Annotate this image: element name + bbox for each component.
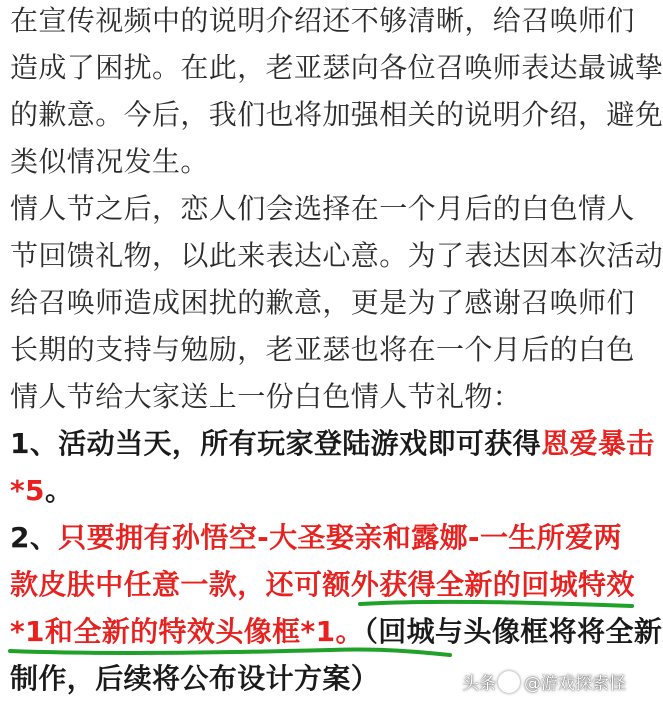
list-item-2-cont [10,612,662,652]
list-item-text: （回城与头像框将将全新 [363,615,663,648]
paragraph-line: 长期的支持与勉励，老亚瑟也将在一个月后的白色 [10,333,635,366]
highlight-text: 只要拥有孙悟空-大圣娶亲和露娜-一生所爱两 [58,521,622,554]
list-item-1 [10,424,655,464]
list-item-text: 2、 [10,521,59,554]
highlight-text: *5 [10,474,45,507]
paragraph-line: 情人节之后，恋人们会选择在一个月后的白色情人 [10,192,635,225]
paragraph-line: 节回馈礼物，以此来表达心意。为了表达因本次活动 [10,239,663,272]
watermark [462,669,626,694]
watermark-account: @游戏探索怪 [524,674,626,694]
list-item-text: 。 [44,474,74,507]
paragraph-line: 情人节给大家送上一份白色情人节礼物： [10,380,522,413]
paragraph-line: 在宣传视频中的说明介绍还不够清晰，给召唤师们 [10,4,635,37]
list-item-2-cont [10,565,635,605]
paragraph-line: 给召唤师造成困扰的歉意，更是为了感谢召唤师们 [10,286,635,319]
paragraph-line: 类似情况发生。 [10,145,209,178]
list-item-text: 1、活动当天，所有玩家登陆游戏即可获得 [10,427,542,460]
watermark-prefix: 头条 [462,674,496,694]
paragraph-line: 的歉意。今后，我们也将加强相关的说明介绍，避免 [10,98,663,131]
list-item-2 [10,518,622,558]
paragraph-line: 造成了困扰。在此，老亚瑟向各位召唤师表达最诚挚 [10,51,663,84]
list-item-text: 制作，后续将公布设计方案） [10,662,380,695]
avatar-icon [498,671,520,693]
highlight-text: 款皮肤中任意一款，还可额外获得全新的回城特效 [10,568,635,601]
list-item-2-cont [10,659,379,699]
list-item-1-cont [10,471,73,511]
highlight-text: 恩爱暴击 [541,427,655,460]
highlight-text: *1和全新的特效头像框*1。 [10,615,364,648]
